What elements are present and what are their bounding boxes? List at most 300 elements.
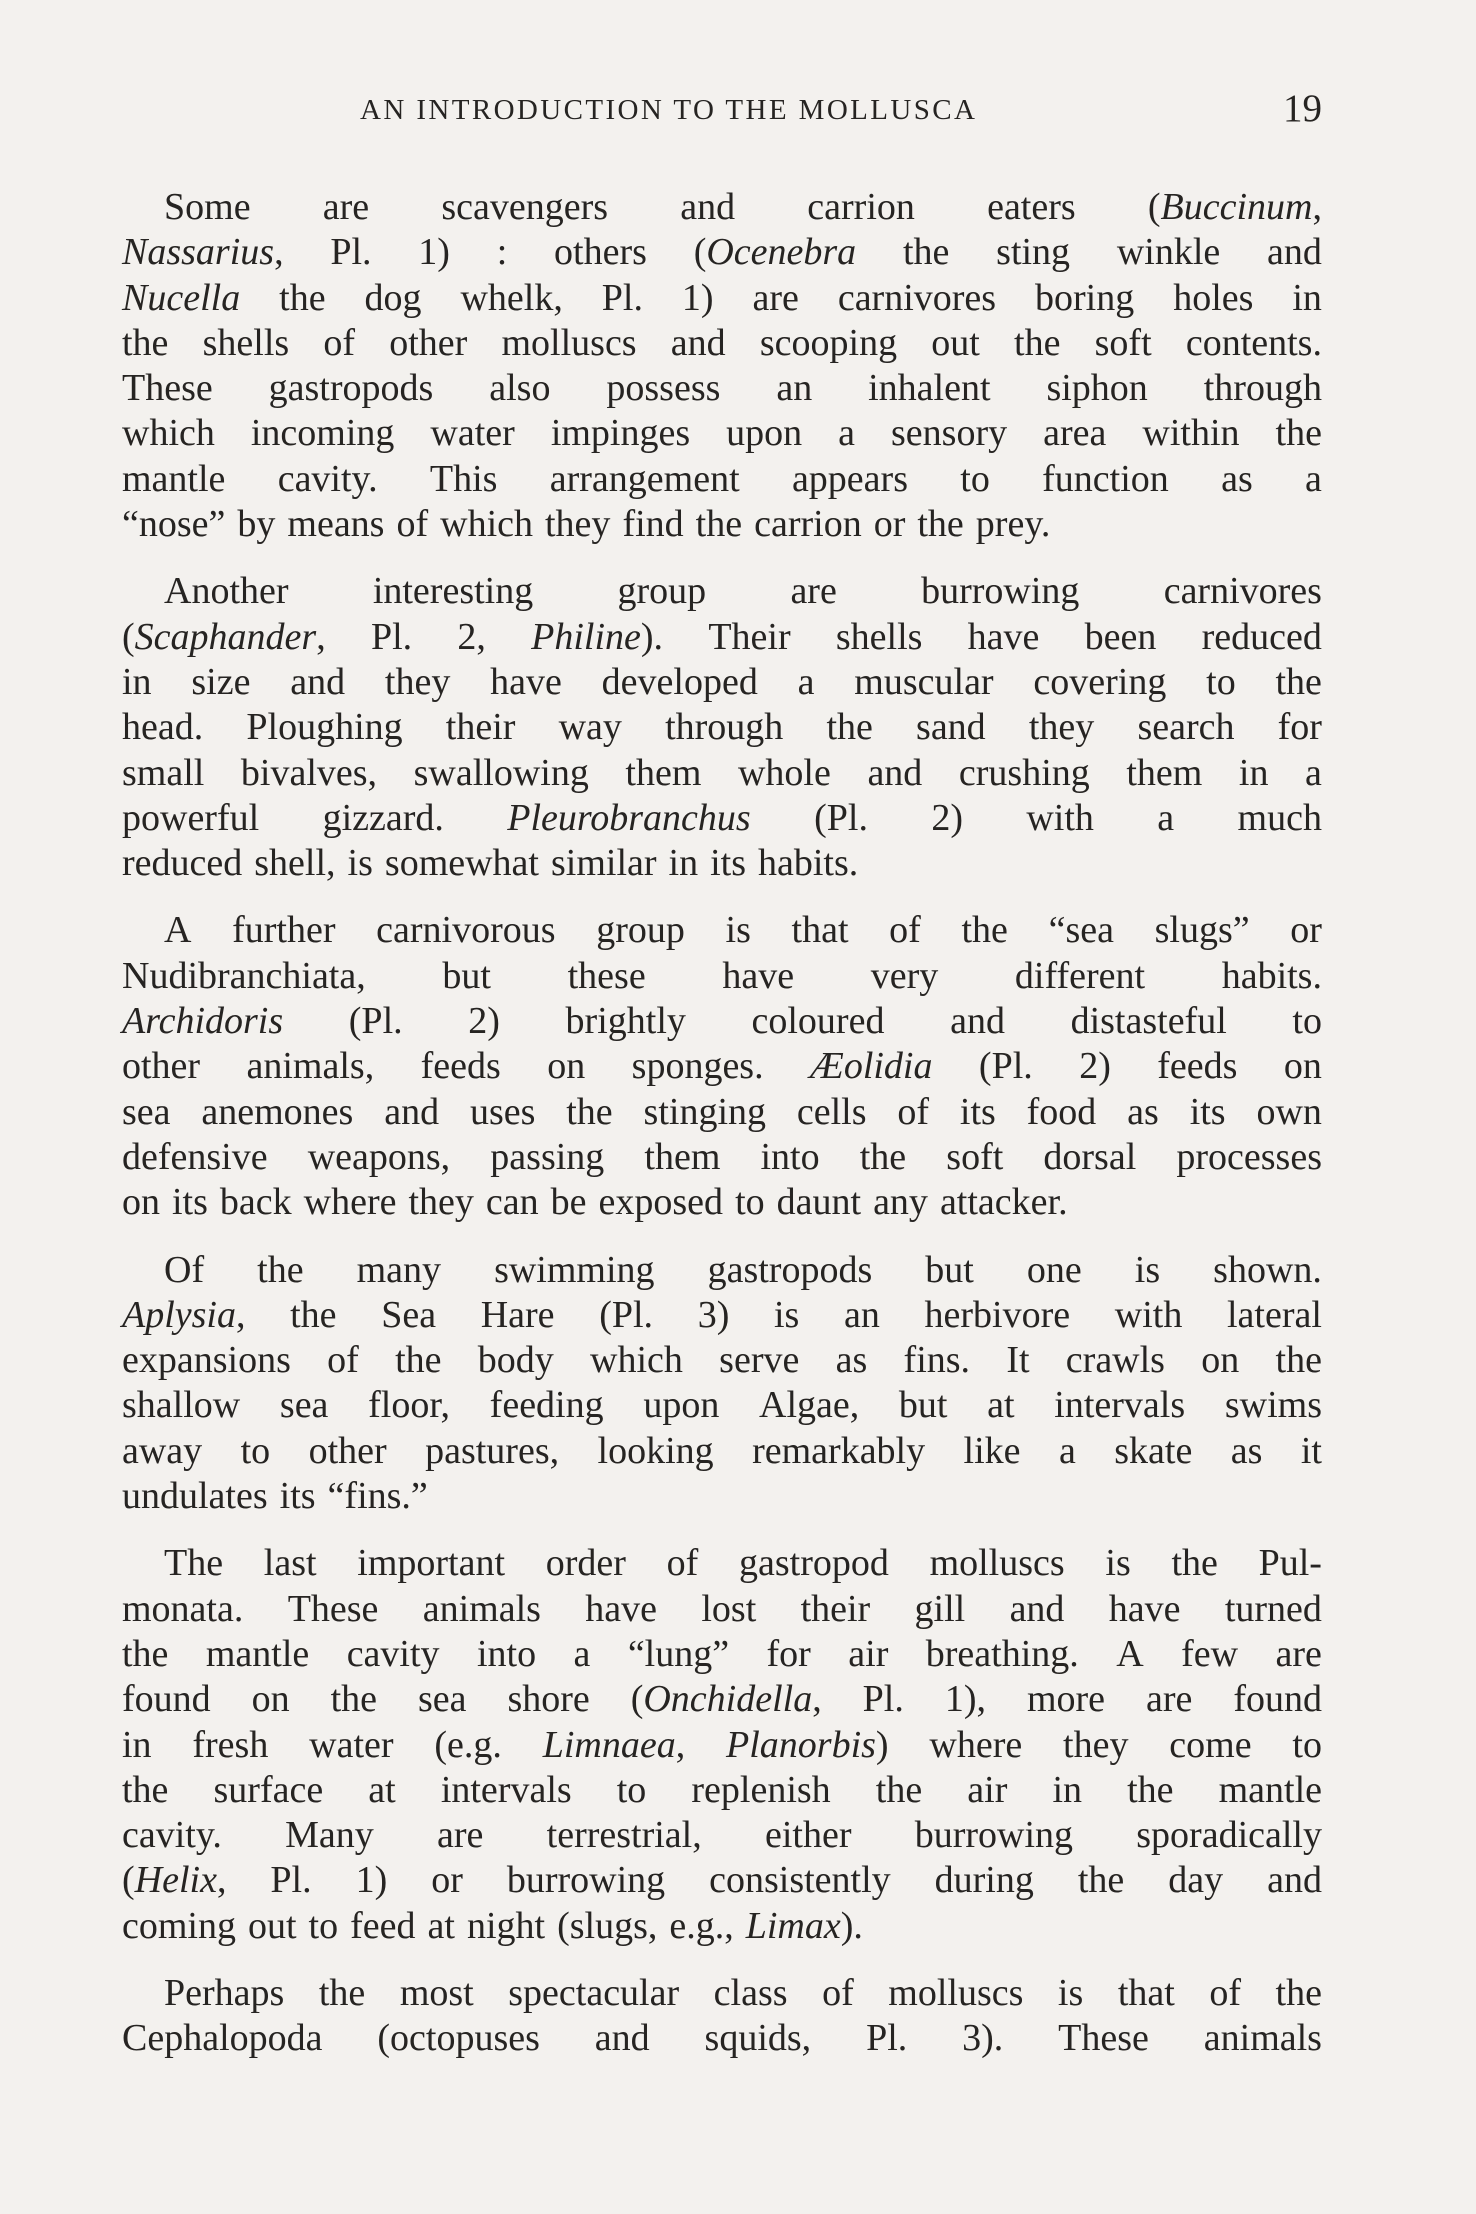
word: Nucella [122,276,241,319]
text-line [122,1813,1322,1858]
word: of [897,1090,930,1133]
word: 1), [944,1678,986,1721]
word: come [1169,1723,1252,1766]
word: the [875,1768,923,1811]
word: somewhat [384,842,539,885]
word: into [760,1135,820,1178]
word: 3). [962,2017,1004,2060]
word: and [950,1000,1005,1043]
word: sea [417,1678,467,1721]
word: have [1108,1587,1181,1630]
page-header [122,86,1322,136]
word: molluscs [888,1971,1024,2014]
word: fresh [192,1723,269,1766]
word: be [550,1181,587,1224]
word: brightly [565,1000,686,1043]
word: the [902,231,950,274]
text-line [122,1541,1322,1586]
word: undulates [122,1475,268,1518]
paragraph [122,569,1322,886]
word: 3) [697,1293,730,1336]
text-line [122,457,1322,502]
word: reduced [1201,615,1322,658]
text-line [122,1135,1322,1180]
word: shells [835,615,923,658]
word: with [1114,1293,1183,1336]
word: pastures, [425,1429,560,1472]
word: fins. [903,1339,971,1382]
word: the [695,503,743,546]
word: small [122,751,205,794]
word: processes [1176,1135,1322,1178]
word: serve [719,1339,800,1382]
word: (Pl. [978,1045,1033,1088]
word: them [1126,751,1203,794]
word: crawls [1065,1339,1165,1382]
text-line [122,502,1322,547]
word: order [545,1542,626,1585]
word: where [303,1181,397,1224]
word: but [442,954,491,997]
word: bivalves, [240,751,378,794]
word: attacker. [939,1181,1068,1224]
word: many [356,1248,442,1291]
word: appears [791,457,908,500]
word: the [1275,412,1322,455]
word: interesting [372,570,534,613]
word: as [835,1339,868,1382]
text-line [122,751,1322,796]
word: Pul- [1258,1542,1322,1585]
word: group [617,570,707,613]
word: and [867,751,923,794]
word: these [567,954,646,997]
word: search [1137,706,1235,749]
word: monata. [122,1587,244,1630]
word: swimming [494,1248,655,1291]
word: “lung” [627,1632,730,1675]
word: carnivores [837,276,997,319]
word: is [1134,1248,1161,1291]
word: weapons, [307,1135,451,1178]
word: but [925,1248,974,1291]
word: of [396,503,429,546]
word: to [240,1429,271,1472]
word: spectacular [508,1971,680,2014]
word: where [929,1723,1023,1766]
text-line [122,1858,1322,1903]
text-line [122,615,1322,660]
word: distasteful [1070,1000,1227,1043]
word: on [547,1045,586,1088]
word: dog [364,276,422,319]
word: have [722,954,795,997]
word: 1) [418,231,450,274]
word: like [963,1429,1021,1472]
word: anemones [201,1090,354,1133]
word: of [822,1971,854,2014]
word: siphon [1046,367,1148,410]
text-line [122,1180,1322,1225]
paragraph [122,908,1322,1225]
word: are [790,570,837,613]
word: consistently [709,1859,891,1902]
text-line [122,1044,1322,1089]
text-line [122,569,1322,614]
word: lost [701,1587,757,1630]
paragraph-gap [122,1949,1322,1971]
word: which [590,1339,683,1382]
word: to [616,1768,647,1811]
word: and [594,2017,650,2060]
word: other [122,1045,201,1088]
word: others [554,231,647,274]
word: head. [122,706,204,749]
word: as [1230,1429,1263,1472]
text-line [122,1677,1322,1722]
word: them [644,1135,721,1178]
word: any [873,1181,928,1224]
text-line [122,1723,1322,1768]
word: 1) [681,276,714,319]
word: coming [122,1904,236,1947]
word: molluscs [929,1542,1065,1585]
word: the [318,1971,366,2014]
word: exposed [598,1181,724,1224]
word: Æolidia [810,1045,933,1088]
word: body [477,1339,554,1382]
text-line [122,1904,1322,1949]
word: are [752,276,799,319]
word: out [931,321,980,364]
word: with [1026,796,1094,839]
word: its [172,1181,208,1224]
word: Some [164,186,251,228]
word: on [251,1678,290,1721]
word: have [490,660,562,703]
word: gastropod [738,1542,889,1585]
word: inhalent [868,367,991,410]
word: food [1026,1090,1097,1133]
word: as [1127,1090,1159,1133]
word: they [384,660,451,703]
word: is [1105,1542,1131,1585]
word: (slugs, [557,1904,658,1947]
word: Pl. [601,276,643,319]
word: a [1157,796,1175,839]
word: size [191,660,251,703]
word: one [1026,1248,1082,1291]
text-line [122,1768,1322,1813]
text-line [122,1587,1322,1632]
text-line [122,2016,1322,2061]
word: whole [737,751,831,794]
word: and [290,660,346,703]
word: intervals [1054,1384,1186,1427]
word: gastropods [268,367,434,410]
word: animals [422,1587,541,1630]
word: and [384,1090,440,1133]
word: (Helix, [122,1859,227,1902]
word: the [395,1339,442,1382]
word: and [1267,1859,1322,1902]
word: the [917,503,964,546]
word: their [800,1587,871,1630]
word: for [1277,706,1322,749]
word: an [844,1293,880,1336]
word: Pleurobranchus [507,796,751,839]
word: water [430,412,515,455]
word: in [122,1723,152,1766]
text-line [122,999,1322,1044]
text-line [122,1632,1322,1677]
text-line [122,841,1322,886]
word: they [1028,706,1095,749]
word: A [164,909,192,952]
word: carnivorous [376,909,556,952]
word: remarkably [752,1429,926,1472]
word: cavity [346,1632,440,1675]
word: 2, [457,615,486,658]
word: the [122,1632,169,1675]
word: way [558,706,622,749]
word: These [287,1587,379,1630]
word: soft [1094,321,1152,364]
word: incoming [250,412,395,455]
word: to [735,1181,765,1224]
text-line [122,185,1322,230]
word: the [257,1248,304,1291]
word: animals, [246,1045,375,1088]
paragraph [122,185,1322,547]
word: eaters [987,186,1076,228]
word: reduced [122,842,243,885]
word: (Pl. [814,796,868,839]
paragraph [122,1541,1322,1949]
word: the [122,1768,169,1811]
text-line [122,908,1322,953]
word: “sea [1048,909,1114,952]
word: herbivore [924,1293,1071,1336]
word: winkle [1116,231,1221,274]
word: : [496,231,508,274]
word: through [665,706,784,749]
word: different [1014,954,1146,997]
word: its [279,1475,316,1518]
word: sand [916,706,986,749]
word: the [290,1293,337,1336]
word: the [1275,1339,1322,1382]
word: carrion [807,186,915,228]
word: Perhaps [164,1971,285,2014]
word: Archidoris [122,1000,284,1043]
word: holes [1173,276,1254,319]
word: possess [606,367,721,410]
word: (Buccinum, [1147,186,1322,228]
word: similar [550,842,657,885]
word: upon [643,1384,720,1427]
word: class [713,1971,788,2014]
word: they [1063,1723,1129,1766]
word: breathing. [925,1632,1079,1675]
word: at [368,1768,396,1811]
word: and [1267,231,1322,274]
word: they [408,1181,474,1224]
word: that [791,909,849,952]
word: found [122,1678,211,1721]
word: them [625,751,702,794]
word: to [1206,660,1236,703]
word: terrestrial, [546,1814,702,1857]
word: day [1168,1859,1224,1902]
word: been [1084,615,1157,658]
word: (e.g. [434,1723,502,1766]
word: is [347,842,373,885]
word: its [959,1090,996,1133]
word: on [1283,1045,1322,1088]
word: Nassarius, [122,231,284,274]
word: also [489,367,551,410]
word: important [357,1542,506,1585]
word: burrowing [921,570,1080,613]
text-line [122,1248,1322,1293]
word: Many [285,1814,374,1857]
word: other [389,321,468,364]
word: expansions [122,1339,291,1382]
running-title: AN INTRODUCTION TO THE MOLLUSCA [360,94,978,126]
word: A [1116,1632,1144,1675]
paragraph-gap [122,1519,1322,1541]
word: mantle [122,457,226,500]
word: lateral [1226,1293,1322,1336]
word: which [440,503,533,546]
word: as [1221,457,1253,500]
word: e.g., [669,1904,734,1947]
word: an [776,367,813,410]
word: habits. [758,842,859,885]
word: much [1237,796,1322,839]
word: scooping [759,321,898,364]
word: either [764,1814,852,1857]
word: sporadically [1136,1814,1322,1857]
word: gill [914,1587,966,1630]
word: to [308,1904,339,1947]
word: in [1292,276,1322,319]
word: its [710,842,746,885]
word: are [437,1814,484,1857]
word: It [1006,1339,1030,1382]
word: Nudibranchiata, [122,954,366,997]
word: in [122,660,152,703]
word: its [1189,1090,1226,1133]
word: Sea [381,1293,437,1336]
word: and [1009,1587,1065,1630]
body-text [122,185,1322,2062]
word: Limax). [745,1904,863,1947]
word: swims [1224,1384,1322,1427]
word: found [1233,1678,1322,1721]
word: carrion [754,503,862,546]
word: in [668,842,699,885]
word: which [122,412,215,455]
word: the [1014,321,1061,364]
text-line [122,1429,1322,1474]
word: or [431,1859,463,1902]
word: “fins.” [327,1475,428,1518]
word: shown. [1213,1248,1322,1291]
word: the [122,321,169,364]
word: a [573,1632,591,1675]
word: Their [708,615,791,658]
word: have [585,1587,658,1630]
word: cavity. [122,1814,222,1857]
word: animals [1203,2017,1322,2060]
word: (octopuses [377,2017,540,2060]
word: Of [164,1248,205,1291]
word: skate [1114,1429,1193,1472]
word: gizzard. [322,796,444,839]
word: Ploughing [246,706,403,749]
word: The [164,1542,224,1585]
word: cavity. [277,457,378,500]
word: in [1238,751,1269,794]
word: and [670,321,726,364]
word: own [1256,1090,1322,1133]
word: it [1300,1429,1322,1472]
text-line [122,230,1322,275]
word: replenish [691,1768,831,1811]
word: surface [213,1768,324,1811]
word: mantle [205,1632,310,1675]
paragraph [122,1248,1322,1520]
text-line [122,1474,1322,1519]
word: gastropods [707,1248,873,1291]
word: developed [601,660,758,703]
text-line [122,411,1322,456]
word: shell, [254,842,336,885]
word: Pl. [862,1678,904,1721]
word: are [1145,1678,1193,1721]
word: on [1201,1339,1240,1382]
word: their [445,706,516,749]
word: feed [350,1904,416,1947]
word: defensive [122,1135,268,1178]
word: for [766,1632,811,1675]
page-number: 19 [1283,87,1322,130]
word: carnivores [1163,570,1322,613]
word: that [1117,1971,1175,2014]
word: (Pl. [599,1293,654,1336]
word: 2) [931,796,963,839]
word: powerful [122,796,260,839]
paragraph-gap [122,1226,1322,1248]
word: the [279,276,326,319]
word: cells [796,1090,867,1133]
word: (Scaphander, [122,615,326,658]
word: covering [1033,660,1167,703]
word: and [680,186,736,228]
word: are [322,186,370,228]
word: soft [946,1135,1004,1178]
word: of [666,1542,699,1585]
word: or [1290,909,1322,952]
paragraph-gap [122,886,1322,908]
word: shore [507,1678,590,1721]
text-line [122,1293,1322,1338]
word: to [960,457,990,500]
word: is [1057,1971,1084,2014]
word: sea [279,1384,329,1427]
